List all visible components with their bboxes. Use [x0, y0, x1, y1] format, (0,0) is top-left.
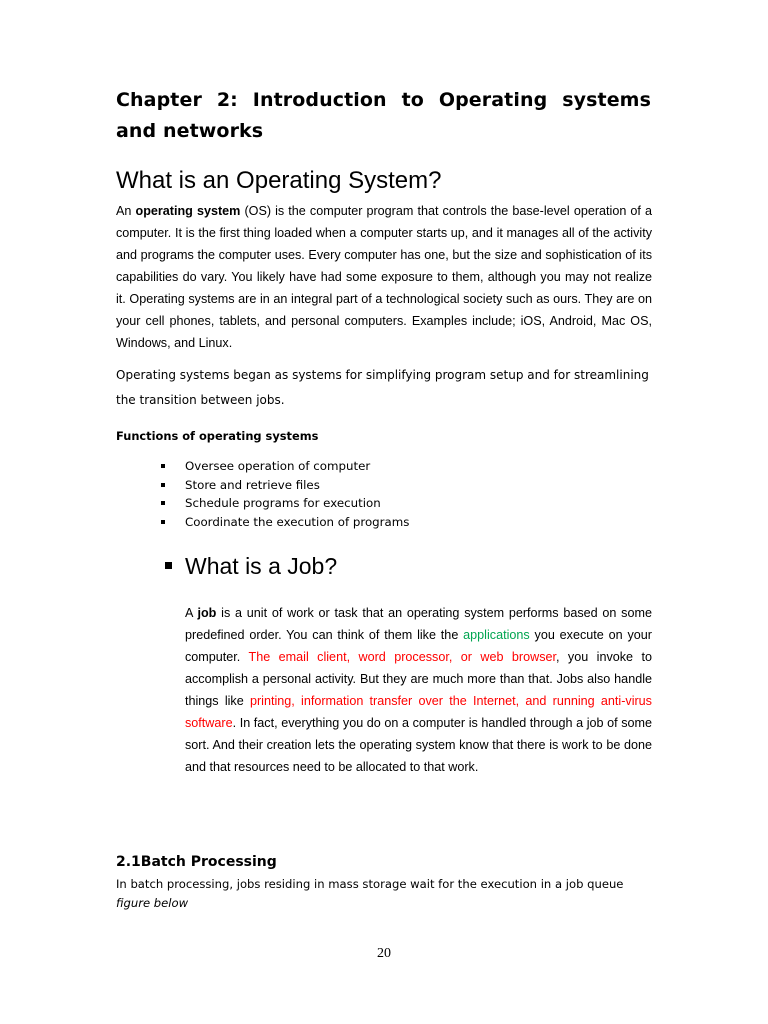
job-para-text-3: you execute on your computer.	[185, 628, 652, 664]
job-para-text-1: A	[185, 606, 198, 620]
square-bullet-icon	[165, 562, 172, 569]
job-para-text-5: . In fact, everything you do on a computer is handled through a job of some sort. And their creation lets the operating system know that there is work to be done and that resources need to be allocated to that work.	[185, 716, 652, 774]
batch-para-italic: figure below	[116, 896, 189, 910]
job-para-red-tasks: printing, information transfer over the Internet, and running anti-virus software	[185, 694, 652, 730]
os-para-rest: (OS) is the computer program that controls the base-level operation of a computer. It is the first thing loaded when a computer starts up, and it manages all of the activity and programs the computer uses. Every computer has one, but the size and sophistication of its capabilities do vary. You likely have had some exposure to them, although you may not realize it. Operating systems are in an integral part of a technological society such as ours. They are on your cell phones, tablets, and personal computers. Examples include; iOS, Android, Mac OS, Windows, and Linux.	[116, 204, 653, 350]
os-section-heading: What is an Operating System?	[116, 167, 442, 194]
list-item-text: Coordinate the execution of programs	[185, 515, 410, 530]
os-history-paragraph: Operating systems began as systems for simplifying program setup and for streamlining the transition between jobs.	[116, 368, 649, 407]
functions-heading: Functions of operating systems	[116, 429, 319, 443]
batch-processing-heading: 2.1Batch Processing	[116, 854, 277, 870]
job-para-text-2: is a unit of work or task that an operating system performs based on some predefined order. You can think of them like the	[185, 606, 652, 642]
functions-list	[160, 457, 409, 532]
job-para-green-applications: applications	[463, 628, 530, 642]
job-heading-text: What is a Job?	[185, 553, 338, 579]
square-bullet-icon	[161, 520, 165, 524]
job-para-red-examples: The email client, word processor, or web browser	[248, 650, 556, 664]
list-item	[160, 494, 409, 513]
list-item	[160, 513, 409, 532]
batch-processing-paragraph	[116, 875, 656, 913]
list-item	[160, 457, 409, 476]
batch-para-text: In batch processing, jobs residing in mass storage wait for the execution in a job queue	[116, 877, 624, 891]
os-term: operating system	[135, 204, 241, 218]
job-term: job	[197, 606, 217, 620]
square-bullet-icon	[161, 464, 165, 468]
chapter-title: Chapter 2: Introduction to Operating systems and networks	[116, 89, 651, 142]
list-item-text: Store and retrieve files	[185, 477, 320, 492]
page-number: 20	[377, 946, 391, 961]
list-item	[160, 476, 409, 495]
job-section-heading	[165, 550, 337, 582]
list-item-text: Oversee operation of computer	[185, 459, 371, 473]
list-item-text: Schedule programs for execution	[185, 496, 381, 511]
os-definition-paragraph	[116, 200, 652, 354]
square-bullet-icon	[161, 483, 165, 487]
os-para-prefix: An	[116, 204, 136, 218]
job-para-text-4: , you invoke to accomplish a personal activity. But they are much more than that. Jobs also handle things like	[185, 650, 652, 708]
job-definition-paragraph	[185, 602, 652, 778]
square-bullet-icon	[161, 501, 165, 505]
